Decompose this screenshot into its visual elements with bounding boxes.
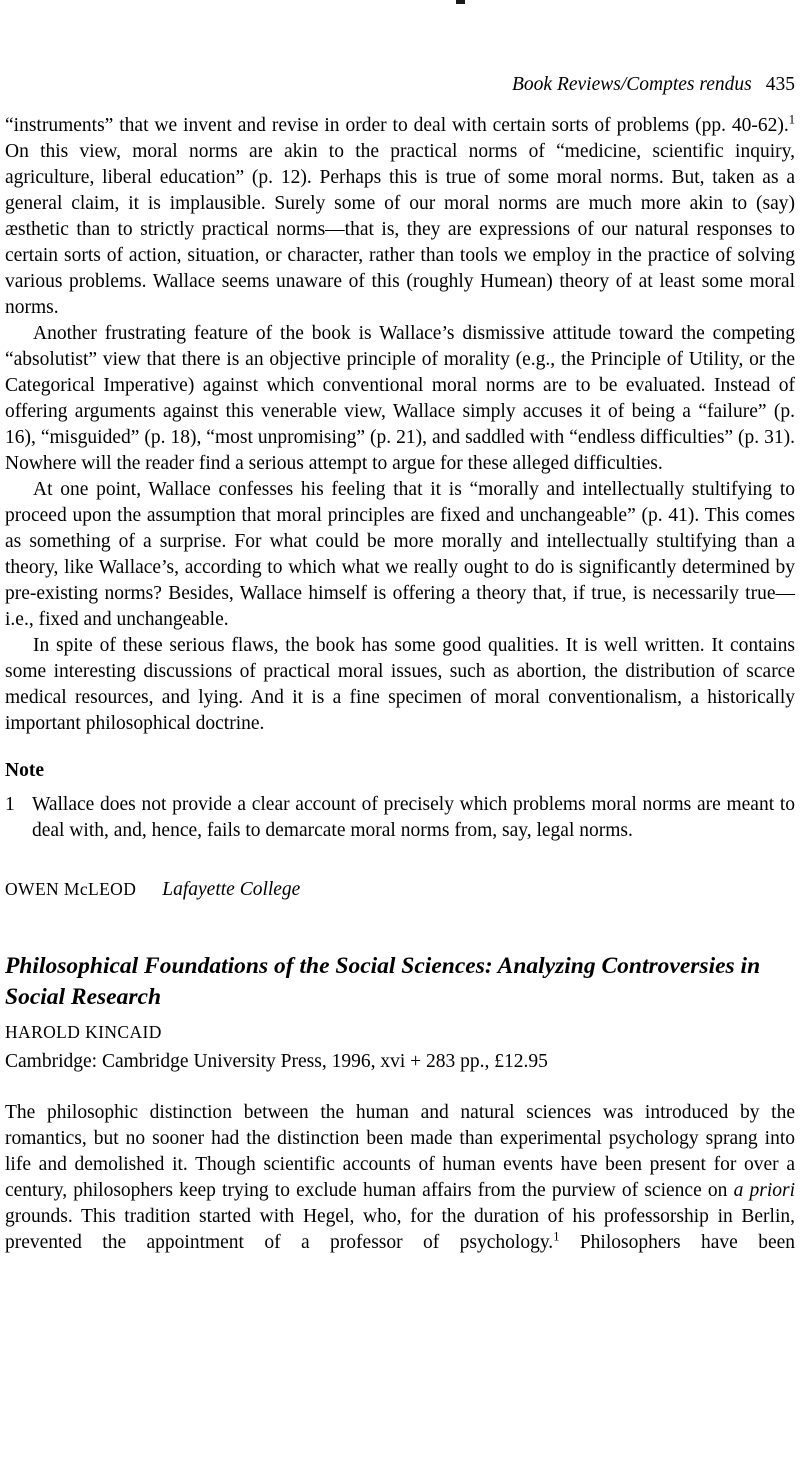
footnote-number: 1	[5, 794, 15, 815]
reviewer-signature	[5, 876, 795, 903]
book-author: HAROLD KINCAID	[5, 1022, 162, 1042]
running-header	[5, 72, 795, 98]
footnote	[5, 792, 795, 844]
reviewer-affiliation: Lafayette College	[162, 879, 301, 900]
review-body	[5, 113, 795, 737]
page-number: 435	[765, 74, 795, 95]
paragraph: Another frustrating feature of the book is Wallace’s dismissive attitude toward the competing “absolutist” view that there is an objective principle of morality (e.g., the Principle of Utility, or the Categorical Imperative) against which conventional moral norms are to be evaluated. Instead of offering arguments against this venerable view, Wallace simply accuses it of being a “failure” (p. 16), “misguided” (p. 18), “most unpromising” (p. 21), and saddled with “endless difficulties” (p. 31). Nowhere will the reader find a serious attempt to argue for these alleged difficulties.	[5, 323, 795, 474]
book-heading	[5, 951, 795, 1075]
book-publication: Cambridge: Cambridge University Press, 1996, xvi + 283 pp., £12.95	[5, 1051, 548, 1072]
footnote-text: Wallace does not provide a clear account of precisely which problems moral norms are meant to deal with, and, hence, fails to demarcate moral norms from, say, legal norms.	[32, 794, 795, 841]
paragraph-continuation: “instruments” that we invent and revise in order to deal with certain sorts of problems (pp. 40-62).$^1$ On this view, moral norms are akin to the practical norms of “medicine, scientific inquiry, agriculture, liberal education” (p. 12). Perhaps this is true of some moral norms. But, taken as a general claim, it is implausible. Surely some of our moral norms are much more akin to (say) æsthetic than to strictly practical norms—that is, they are expressions of our natural responses to certain sorts of action, situation, or character, rather than tools we employ in the practice of solving various problems. Wallace seems unaware of this (roughly Humean) theory of at least some moral norms.	[5, 112, 795, 318]
book-title: Philosophical Foundations of the Social Sciences: Analyzing Controversies in Social Research	[5, 953, 761, 1010]
note-heading: Note	[5, 760, 44, 781]
reviewer-name: OWEN McLEOD	[5, 879, 137, 899]
running-header-title: Book Reviews/Comptes rendus	[512, 74, 752, 95]
paragraph: The philosophic distinction between the human and natural sciences was introduced by the romantics, but no sooner had the distinction been made than experimental psychology sprang into life and demolished it. Though scientific accounts of human events have been present for over a century, philosophers keep trying to exclude human affairs from the purview of science on a priori grounds. This tradition started with Hegel, who, for the duration of his professorship in Berlin, prevented the appointment of a professor of psychology.$^1$ Philosophers have been	[5, 1102, 795, 1253]
scan-artifact	[456, 0, 465, 4]
paragraph: In spite of these serious flaws, the book has some good qualities. It is well written. It contains some interesting discussions of practical moral issues, such as abortion, the distribution of scarce medical resources, and lying. And it is a fine specimen of moral conventionalism, a historically important philosophical doctrine.	[5, 635, 795, 734]
paragraph: At one point, Wallace confesses his feeling that it is “morally and intellectually stultifying to proceed upon the assumption that moral principles are fixed and unchangeable” (p. 41). This comes as something of a surprise. For what could be more morally and intellectually stultifying than a theory, like Wallace’s, according to which what we really ought to do is significantly determined by pre-existing norms? Besides, Wallace himself is offering a theory that, if true, is necessarily true—i.e., fixed and unchangeable.	[5, 479, 795, 630]
